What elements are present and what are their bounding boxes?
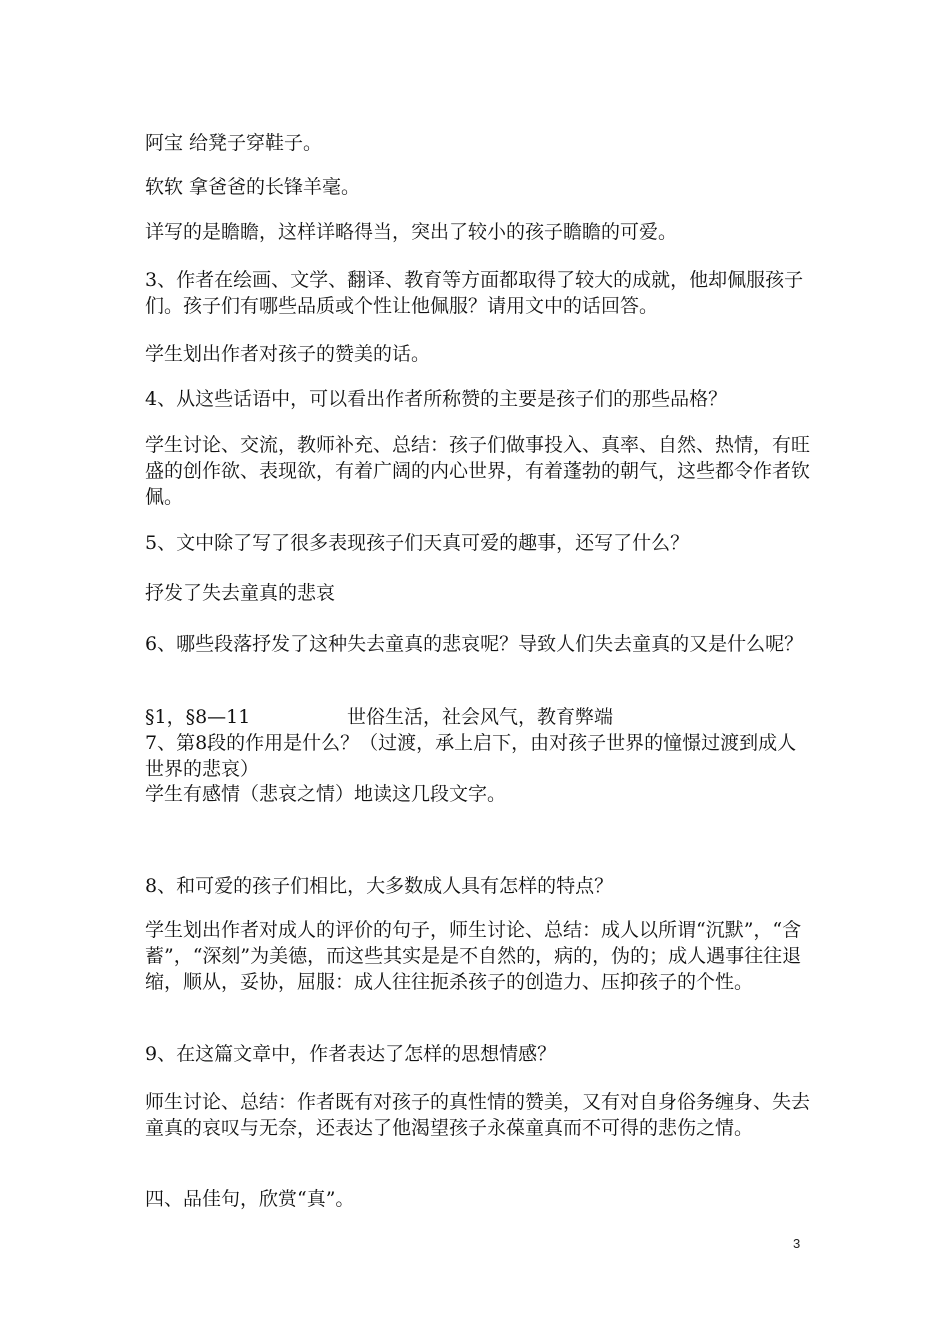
paragraph-16: 9、在这篇文章中，作者表达了怎样的思想情感？ — [145, 1043, 557, 1065]
paragraph-9: 抒发了失去童真的悲哀 — [145, 582, 336, 604]
paragraph-14: 8、和可爱的孩子们相比，大多数成人具有怎样的特点？ — [145, 875, 614, 897]
paragraph-1: 阿宝 给凳子穿鞋子。 — [145, 132, 323, 154]
paragraph-2: 软软 拿爸爸的长锋羊毫。 — [145, 176, 361, 198]
paragraph-13: 学生有感情（悲哀之情）地读这几段文字。 — [145, 783, 507, 805]
paragraph-8: 5、文中除了写了很多表现孩子们天真可爱的趣事，还写了什么？ — [145, 532, 690, 554]
paragraph-12: 7、第8段的作用是什么？（过渡，承上启下，由对孩子世界的憧憬过渡到成人世界的悲哀） — [145, 732, 797, 780]
paragraph-3: 详写的是瞻瞻，这样详略得当，突出了较小的孩子瞻瞻的可爱。 — [145, 221, 678, 243]
paragraph-11: §1，§8—11 世俗生活，社会风气，教育弊端 — [145, 706, 613, 728]
paragraph-6: 4、从这些话语中，可以看出作者所称赞的主要是孩子们的那些品格？ — [145, 388, 728, 410]
page-number: 3 — [793, 1236, 801, 1251]
paragraph-5: 学生划出作者对孩子的赞美的话。 — [145, 343, 431, 365]
paragraph-15: 学生划出作者对成人的评价的句子，师生讨论、总结：成人以所谓“沉默”，“含蓄”，“深刻”为美德，而这些其实是是不自然的，病的，伪的；成人遇事往往退缩，顺从，妥协，屈服：成人往往扼杀孩子的创造力、压抑孩子的个性。 — [145, 919, 802, 993]
paragraph-17: 师生讨论、总结：作者既有对孩子的真性情的赞美，又有对自身俗务缠身、失去童真的哀叹与无奈，还表达了他渴望孩子永葆童真而不可得的悲伤之情。 — [145, 1091, 811, 1139]
paragraph-4: 3、作者在绘画、文学、翻译、教育等方面都取得了较大的成就，他却佩服孩子们。孩子们有哪些品质或个性让他佩服？请用文中的话回答。 — [145, 269, 804, 317]
paragraph-7: 学生讨论、交流，教师补充、总结：孩子们做事投入、真率、自然、热情，有旺盛的创作欲、表现欲，有着广阔的内心世界，有着蓬勃的朝气，这些都令作者钦佩。 — [145, 434, 811, 508]
paragraph-18: 四、品佳句，欣赏“真”。 — [145, 1188, 355, 1210]
paragraph-10: 6、哪些段落抒发了这种失去童真的悲哀呢？导致人们失去童真的又是什么呢？ — [145, 633, 804, 655]
